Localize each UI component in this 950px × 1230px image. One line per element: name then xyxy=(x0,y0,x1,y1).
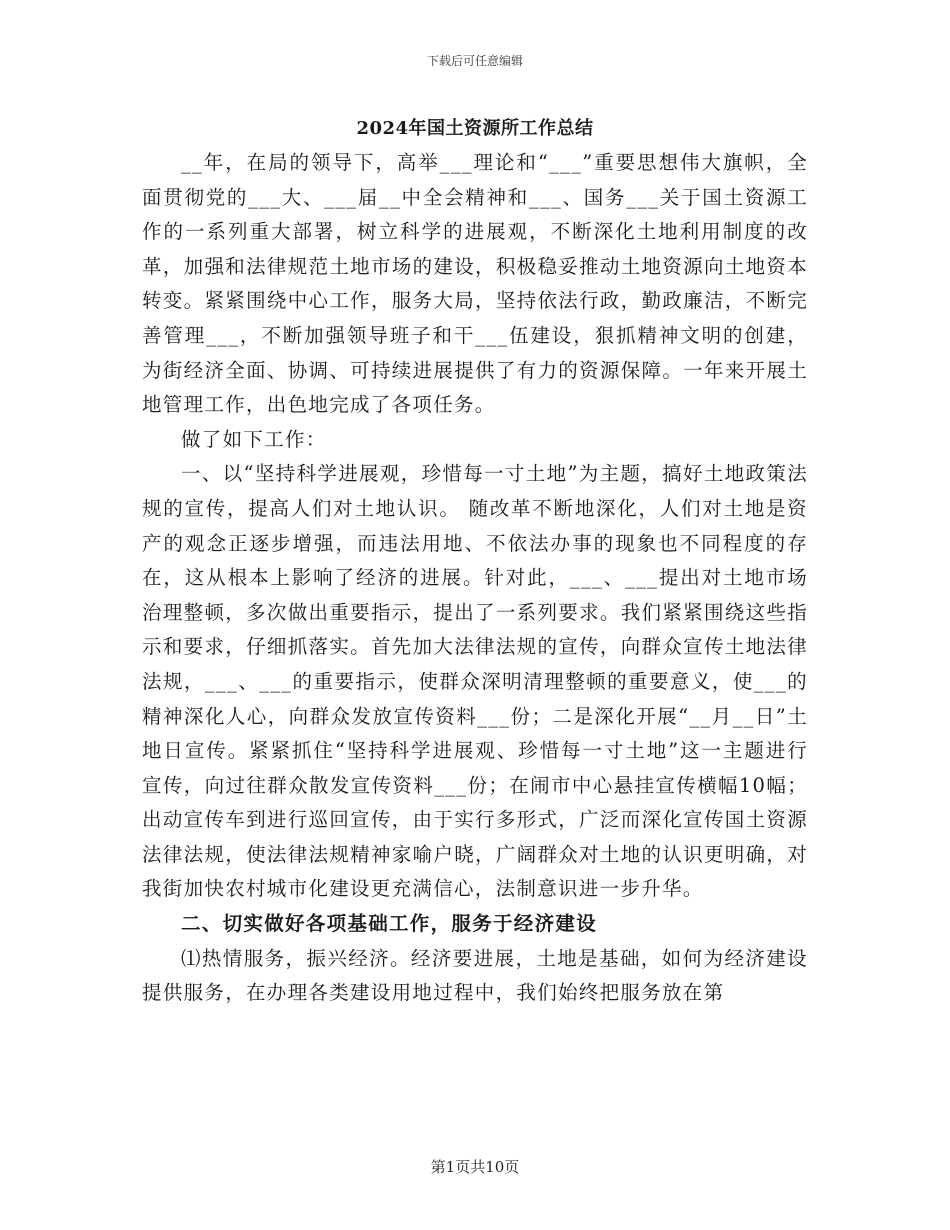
page-header-note: 下载后可任意编辑 xyxy=(426,54,523,68)
page-footer-pagination: 第1页共10页 xyxy=(430,1158,520,1176)
paragraph-section-one: 一、以“坚持科学进展观，珍惜每一寸土地”为主题，搞好土地政策法规的宣传，提高人们对土地认识。 随改革不断地深化，人们对土地是资产的观念正逐步增强，而违法用地、不依法办事的现象也不同程度的存在，这从根本上影响了经济的进展。针对此，___、___提出对土地市场治理整顿，多次做出重要指示，提出了一系列要求。我们紧紧围绕这些指示和要求，仔细抓落实。首先加大法律法规的宣传，向群众宣传土地法律法规，___、___的重要指示，使群众深明清理整顿的重要意义，使___的精神深化人心，向群众发放宣传资料___份；二是深化开展“__月__日”土地日宣传。紧紧抓住“坚持科学进展观、珍惜每一寸土地”这一主题进行宣传，向过往群众散发宣传资料___份；在闹市中心悬挂宣传横幅10幅；出动宣传车到进行巡回宣传，由于实行多形式，广泛而深化宣传国土资源法律法规，使法律法规精神家喻户晓，广阔群众对土地的认识更明确，对我街加快农村城市化建设更充满信心，法制意识进一步升华。 xyxy=(142,462,808,901)
document-title: 2024年国土资源所工作总结 xyxy=(356,118,594,139)
paragraph-work-list-lead: 做了如下工作： xyxy=(181,427,327,451)
document-body xyxy=(142,146,808,1011)
section-heading-two: 二、切实做好各项基础工作，服务于经济建设 xyxy=(181,912,598,936)
paragraph-intro: __年，在局的领导下，高举___理论和“___”重要思想伟大旗帜，全面贯彻党的___大、___届__中全会精神和___、国务___关于国土资源工作的一系列重大部署，树立科学的进展观，不断深化土地利用制度的改革，加强和法律规范土地市场的建设，积极稳妥推动土地资源向土地资本转变。紧紧围绕中心工作，服务大局，坚持依法行政，勤政廉洁，不断完善管理___，不断加强领导班子和干___伍建设，狠抓精神文明的创建，为街经济全面、协调、可持续进展提供了有力的资源保障。一年来开展土地管理工作，出色地完成了各项任务。 xyxy=(142,151,808,417)
paragraph-section-two-item-one: ⑴热情服务，振兴经济。经济要进展，土地是基础，如何为经济建设提供服务，在办理各类建设用地过程中，我们始终把服务放在第 xyxy=(142,946,808,1005)
